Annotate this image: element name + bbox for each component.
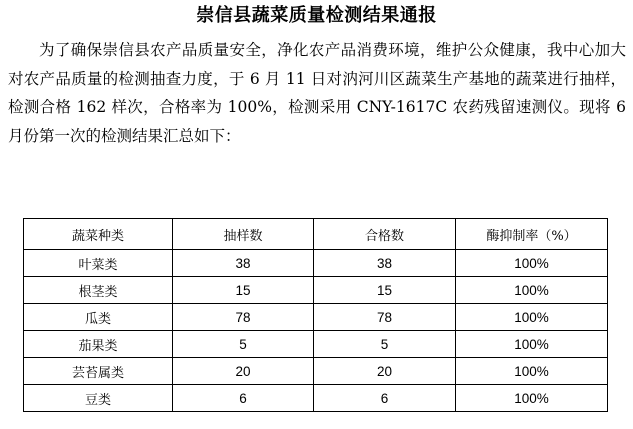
report-body <box>8 36 626 150</box>
cell-qualified: 78 <box>314 304 456 331</box>
header-sampled: 抽样数 <box>173 219 314 250</box>
cell-rate: 100% <box>456 331 608 358</box>
header-inhibition-rate: 酶抑制率（%） <box>456 219 608 250</box>
cell-sampled: 78 <box>173 304 314 331</box>
cell-qualified: 38 <box>314 250 456 277</box>
cell-category: 茄果类 <box>24 331 173 358</box>
cell-sampled: 15 <box>173 277 314 304</box>
table-row <box>24 358 608 385</box>
cell-qualified: 5 <box>314 331 456 358</box>
cell-rate: 100% <box>456 385 608 412</box>
cell-category: 叶菜类 <box>24 250 173 277</box>
results-table <box>23 218 608 412</box>
cell-rate: 100% <box>456 304 608 331</box>
cell-category: 芸苔属类 <box>24 358 173 385</box>
cell-category: 豆类 <box>24 385 173 412</box>
cell-qualified: 15 <box>314 277 456 304</box>
header-category: 蔬菜种类 <box>24 219 173 250</box>
report-title: 崇信县蔬菜质量检测结果通报 <box>196 5 437 26</box>
cell-category: 根茎类 <box>24 277 173 304</box>
cell-rate: 100% <box>456 358 608 385</box>
results-table-container <box>23 218 608 412</box>
cell-category: 瓜类 <box>24 304 173 331</box>
cell-qualified: 20 <box>314 358 456 385</box>
table-row <box>24 277 608 304</box>
table-header-row <box>24 219 608 250</box>
table-row <box>24 331 608 358</box>
cell-rate: 100% <box>456 277 608 304</box>
cell-sampled: 20 <box>173 358 314 385</box>
cell-sampled: 38 <box>173 250 314 277</box>
cell-sampled: 6 <box>173 385 314 412</box>
table-row <box>24 304 608 331</box>
intro-paragraph: 为了确保崇信县农产品质量安全，净化农产品消费环境，维护公众健康，我中心加大对农产品质量的检测抽查力度，于 6 月 11 日对汭河川区蔬菜生产基地的蔬菜进行抽样，检测合格 162 样次，合格率为 100%，检测采用 CNY-1617C 农药残留速测仪。现将 6 月份第一次的检测结果汇总如下： <box>8 41 626 145</box>
cell-rate: 100% <box>456 250 608 277</box>
table-row <box>24 250 608 277</box>
header-qualified: 合格数 <box>314 219 456 250</box>
cell-qualified: 6 <box>314 385 456 412</box>
cell-sampled: 5 <box>173 331 314 358</box>
table-row <box>24 385 608 412</box>
